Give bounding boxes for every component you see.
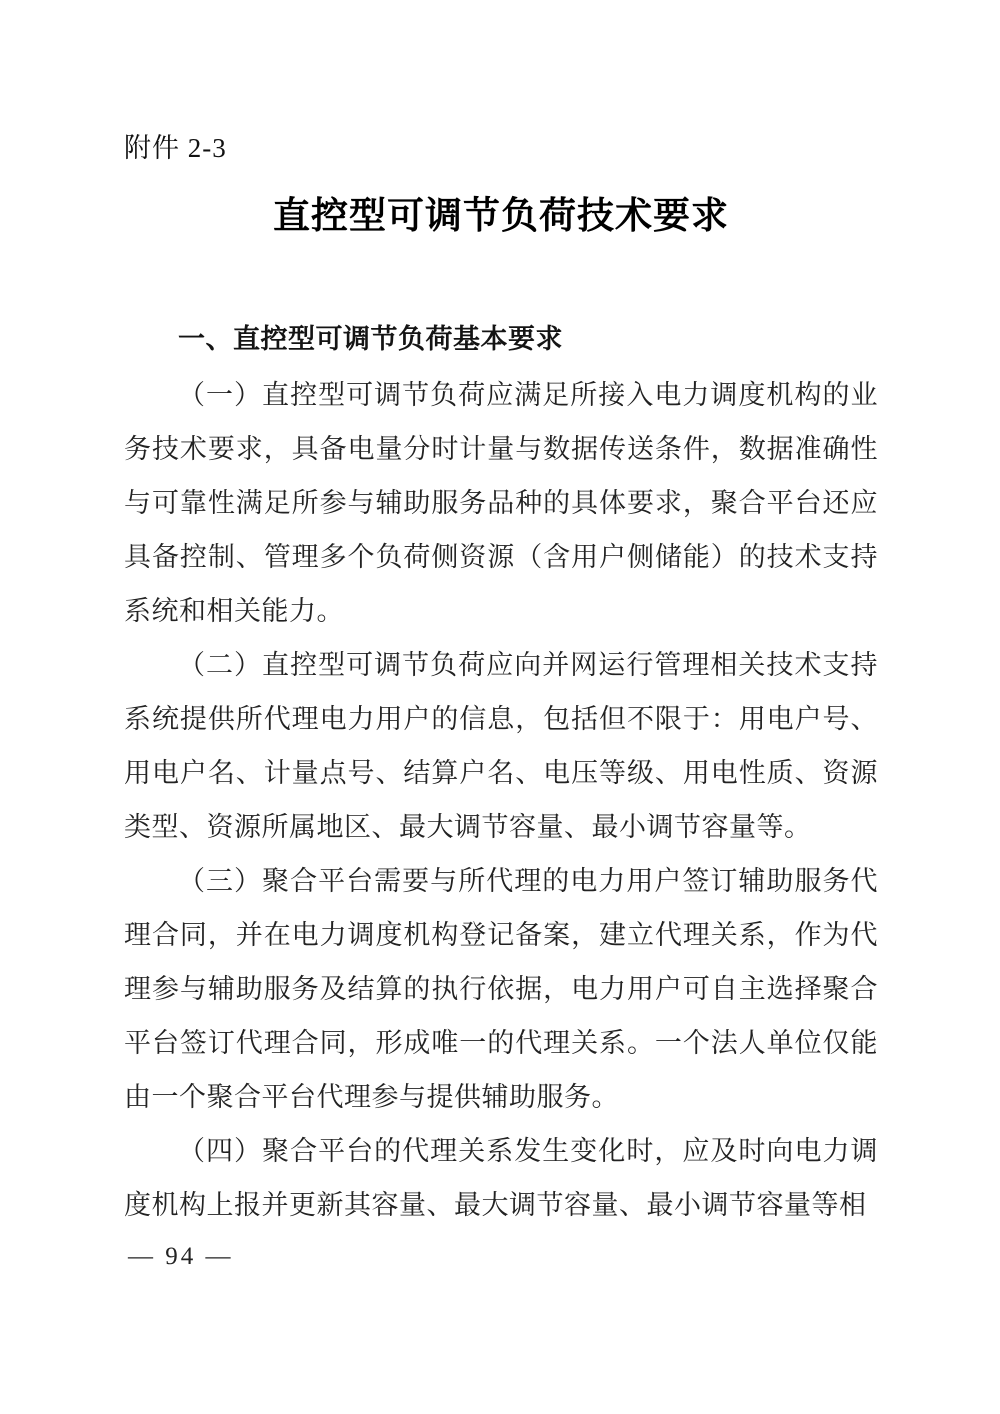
page-number: — 94 —: [128, 1243, 234, 1270]
paragraph-2: （二）直控型可调节负荷应向并网运行管理相关技术支持系统提供所代理电力用户的信息，包括但不限于：用电户号、用电户名、计量点号、结算户名、电压等级、用电性质、资源类型、资源所属地区、最大调节容量、最小调节容量等。: [124, 650, 878, 842]
document-title: 直控型可调节负荷技术要求: [273, 196, 729, 237]
body-text: [124, 368, 878, 1232]
section-heading: 一、直控型可调节负荷基本要求: [178, 324, 563, 354]
page-content: [124, 0, 878, 1232]
paragraph-1: （一）直控型可调节负荷应满足所接入电力调度机构的业务技术要求，具备电量分时计量与数据传送条件，数据准确性与可靠性满足所参与辅助服务品种的具体要求，聚合平台还应具备控制、管理多个负荷侧资源（含用户侧储能）的技术支持系统和相关能力。: [124, 380, 878, 626]
paragraph-3: （三）聚合平台需要与所代理的电力用户签订辅助服务代理合同，并在电力调度机构登记备案，建立代理关系，作为代理参与辅助服务及结算的执行依据，电力用户可自主选择聚合平台签订代理合同，形成唯一的代理关系。一个法人单位仅能由一个聚合平台代理参与提供辅助服务。: [124, 866, 878, 1112]
paragraph-4: （四）聚合平台的代理关系发生变化时，应及时向电力调度机构上报并更新其容量、最大调节容量、最小调节容量等相: [124, 1136, 878, 1220]
attachment-label: 附件 2-3: [124, 133, 227, 163]
